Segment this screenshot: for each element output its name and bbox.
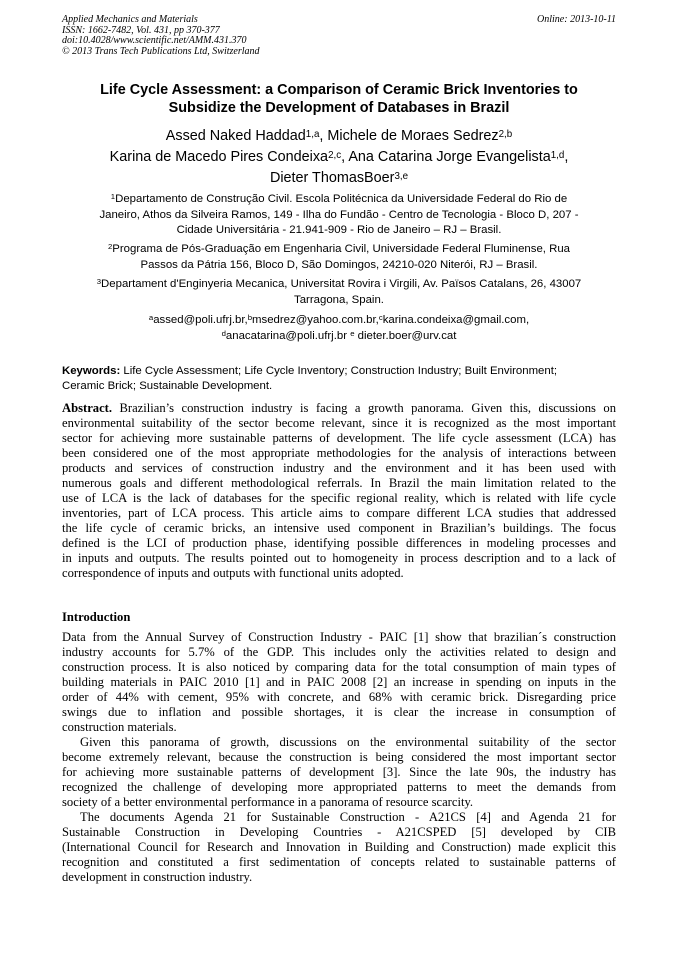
doi-link[interactable]: doi:10.4028/www.scientific.net/AMM.431.370	[62, 35, 247, 46]
author-name: Assed Naked Haddad	[165, 128, 306, 144]
email-link[interactable]: dieter.boer@urv.cat	[354, 329, 457, 342]
paper-title	[62, 81, 616, 117]
abstract-line: products and services of construction industry and the environment and it has been used with	[62, 461, 616, 475]
abstract-line: been considered one of the most appropriate methodologies for the analysis of interactions between	[62, 446, 616, 460]
intro-line: industry accounts for 5.7% of the GDP. This includes only the activities related to design and	[62, 645, 616, 659]
author-list	[62, 126, 616, 189]
intro-line: building materials in PAIC 2010 [1] and in PAIC 2008 [2] an increase in spending on inputs in the	[62, 675, 616, 689]
intro-line: recognition and constituted a first sedimentation of concepts related to sustainable patterns of	[62, 855, 616, 869]
intro-line: order of 44% with cement, 95% with concrete, and 68% with ceramic brick. Disregarding price	[62, 690, 616, 704]
abstract-line: sector for achieving more sustainable patterns of development. The life cycle assessment (LCA) has	[62, 431, 616, 445]
affiliation-mark: 3	[96, 277, 102, 287]
author-name: Ana Catarina Jorge Evangelista	[348, 149, 551, 165]
affiliation-text: Departament d'Enginyeria Mecanica, Universitat Rovira i Virgili, Av. Països Catalans, 26, 43007	[101, 278, 582, 290]
intro-line: development in construction industry.	[62, 870, 253, 884]
abstract-line: numerous goals and different methodological referrals. In Brazil the main limitation related to the	[62, 476, 616, 490]
abstract-line: environmental suitability of the sector become relevant, since it is recognized as the most important	[62, 416, 616, 430]
author-line	[62, 147, 616, 168]
author-affiliation-mark: 1,a	[305, 128, 320, 140]
publication-header	[62, 15, 616, 57]
email-link[interactable]: msedrez@yahoo.com.br,	[252, 314, 379, 326]
affiliation-line	[62, 192, 616, 208]
title-line: Life Cycle Assessment: a Comparison of Ceramic Brick Inventories to	[100, 82, 578, 98]
intro-line: Data from the Annual Survey of Construction Industry - PAIC [1] show that brazilian´s construction	[62, 630, 616, 644]
email-mark: e	[350, 328, 355, 338]
author-name: Michele de Moraes Sedrez	[327, 128, 499, 144]
intro-line: Sustainable Construction in Developing Countries - A21CSPED [5] developed by CIB	[62, 825, 616, 839]
intro-line: society of a better environmental performance in a panorama of resource scarcity.	[62, 795, 474, 809]
intro-line: recognized the challenge of developing more appropriated patterns to meet the demands from	[62, 780, 616, 794]
author-name: Dieter ThomasBoer	[269, 170, 395, 186]
affiliation-line: Passos da Pátria 156, Bloco D, São Domingos, 24210-020 Niterói, RJ – Brasil.	[140, 258, 538, 271]
author-affiliation-mark: 3,e	[394, 170, 409, 182]
intro-line: construction process. It is also noticed by comparing data for the total consumption of main types of	[62, 660, 616, 674]
affiliation-text: Programa de Pós-Graduação em Engenharia Civil, Universidade Federal Fluminense, Rua	[112, 243, 571, 255]
affiliation-line: Cidade Universitária - 21.941-909 - Rio de Janeiro – RJ – Brasil.	[176, 224, 502, 236]
issn: ISSN: 1662-7482, Vol. 431, pp 370-377	[62, 24, 220, 36]
intro-line: swings due to inflation and possible shortages, it is clear the increase in consumption of	[62, 705, 616, 719]
abstract-line: defined is the LCI of production phase, identifying possible differences in modeling processes and	[62, 536, 616, 550]
email-mark: b	[247, 313, 253, 323]
title-line: Subsidize the Development of Databases in Brazil	[168, 100, 510, 116]
email-link[interactable]: assed@poli.ufrj.br,	[153, 314, 248, 326]
author-affiliation-mark: 2,c	[328, 149, 342, 161]
abstract-line	[62, 401, 616, 416]
abstract-block	[62, 401, 616, 581]
affiliation-3	[62, 277, 616, 308]
intro-line: (International Council for Research and Innovation in Building and Construction) made explicit this	[62, 840, 616, 854]
author-separator: ,	[564, 149, 569, 165]
email-line	[62, 329, 616, 345]
author-line	[62, 126, 616, 147]
affiliation-1	[62, 192, 616, 239]
author-separator: ,	[319, 128, 328, 144]
intro-line: The documents Agenda 21 for Sustainable Construction - A21CS [4] and Agenda 21 for	[80, 810, 616, 824]
abstract-line: use of LCA is the lack of databases for the specific regional reality, which is related with life cycle	[62, 491, 616, 505]
email-mark: c	[378, 313, 383, 323]
keywords-line: Ceramic Brick; Sustainable Development.	[62, 380, 273, 392]
email-mark: d	[221, 328, 226, 338]
abstract-line: in inputs and outputs. The results pointed out to homogeneity in process description and to a lack of	[62, 551, 616, 565]
journal-name: Applied Mechanics and Materials	[62, 14, 198, 25]
keywords-line	[62, 364, 616, 379]
email-link[interactable]: karina.condeixa@gmail.com,	[382, 314, 530, 326]
email-line	[62, 313, 616, 329]
keywords-block	[62, 364, 616, 394]
abstract-label: Abstract.	[62, 401, 113, 415]
abstract-line: the life cycle of ceramic bricks, an intensive used component in Brazilian’s buildings. The focus	[62, 521, 616, 535]
abstract-line: correspondence of inputs and outputs with functional units adopted.	[62, 566, 404, 580]
affiliation-mark: 1	[110, 192, 116, 202]
affiliation-line	[62, 277, 616, 293]
author-affiliation-mark: 1,d	[550, 149, 565, 161]
affiliation-line	[62, 242, 616, 258]
email-list	[62, 313, 616, 344]
intro-line: Given this panorama of growth, discussions on the environmental suitability of the sector	[80, 735, 616, 749]
affiliation-line: Janeiro, Athos da Silveira Ramos, 149 - Ilha do Fundão - Centro de Tecnologia - Bloco D, 207 -	[99, 208, 579, 221]
author-separator: ,	[341, 149, 349, 165]
keywords-text: Life Cycle Assessment; Life Cycle Inventory; Construction Industry; Built Environment;	[120, 365, 558, 377]
abstract-line: inventories, part of LCA process. This article aims to compare different LCA studies that addressed	[62, 506, 616, 520]
intro-line: become extremely relevant, because the construction is being considered the most important sector	[62, 750, 616, 764]
keywords-label: Keywords:	[62, 365, 121, 377]
affiliation-2	[62, 242, 616, 273]
email-mark: a	[148, 313, 154, 323]
intro-line: for achieving more sustainable patterns of development [3]. Since the late 90s, the industry has	[62, 765, 616, 779]
email-link[interactable]: anacatarina@poli.ufrj.br	[225, 329, 348, 342]
author-affiliation-mark: 2,b	[498, 128, 513, 140]
affiliation-line: Tarragona, Spain.	[294, 293, 384, 306]
abstract-text: Brazilian’s construction industry is facing a growth panorama. Given this, discussions on	[112, 401, 616, 415]
affiliation-mark: 2	[107, 242, 113, 252]
author-name: Karina de Macedo Pires Condeixa	[109, 149, 329, 165]
online-date: Online: 2013-10-11	[537, 14, 616, 25]
copyright: © 2013 Trans Tech Publications Ltd, Switzerland	[62, 45, 260, 57]
section-heading-introduction: Introduction	[62, 610, 131, 624]
intro-line: construction materials.	[62, 720, 177, 734]
author-line	[62, 168, 616, 189]
introduction-body	[62, 630, 616, 885]
affiliation-text: Departamento de Construção Civil. Escola Politécnica da Universidade Federal do Rio de	[115, 193, 568, 205]
